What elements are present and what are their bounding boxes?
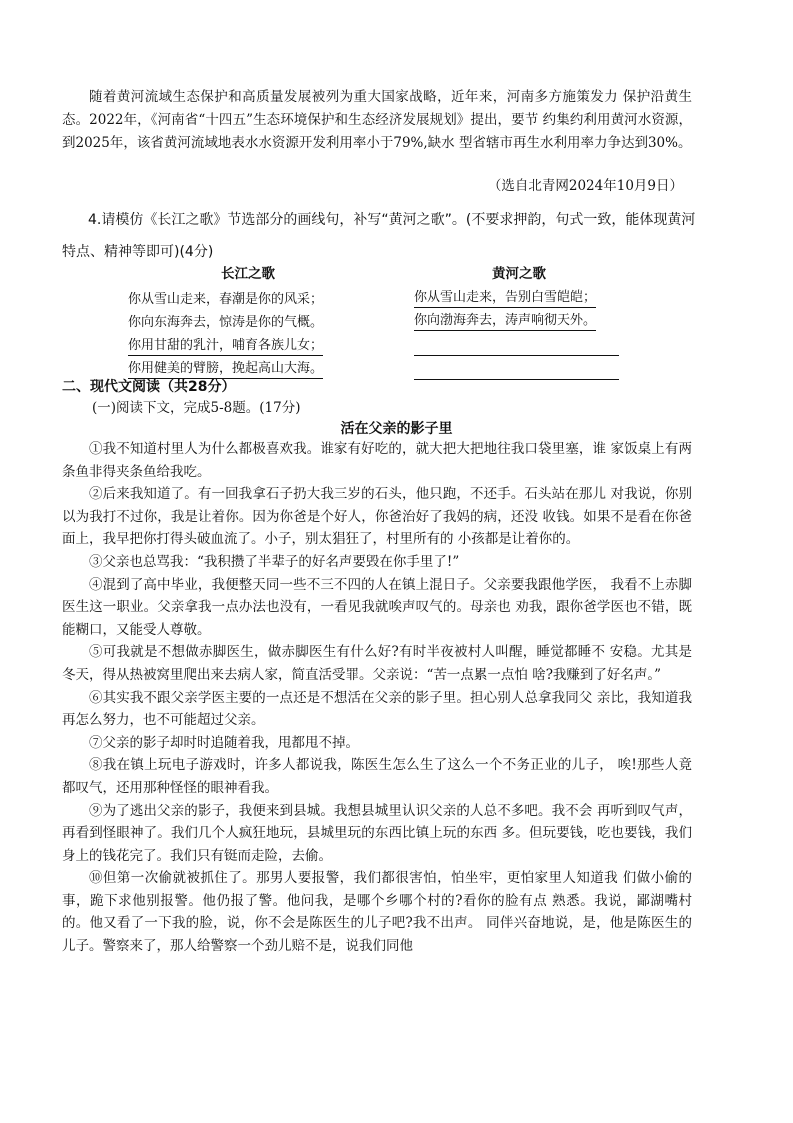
question-4-text: 4.请模仿《长江之歌》节选部分的画线句，补写“黄河之歌”。(不要求押韵，句式一致，能体现黄河特点、精神等即可)(4分) <box>62 212 696 260</box>
poem-left-line <box>128 311 368 334</box>
answer-blank-1[interactable] <box>414 332 619 356</box>
poem-right-line-2: 你向渤海奔去，涛声响彻天外。 <box>414 311 596 331</box>
poem-left-line-3-underlined: 你用甘甜的乳汁，哺育各族儿女； <box>128 336 323 356</box>
story-paragraph: ③父亲也总骂我：“我积攒了半辈子的好名声要毁在你手里了!” <box>89 553 460 570</box>
poem-left-line-4-underlined: 你用健美的臂膀，挽起高山大海。 <box>128 359 323 379</box>
section-heading: 二、现代文阅读（共28分） <box>62 379 236 395</box>
poem-right-line <box>414 286 624 309</box>
story-paragraph: ⑧我在镇上玩电子游戏时，许多人都说我，陈医生怎么生了这么一个不务正业的儿子， 唉!那些人竟都叹气，还用那种怪怪的眼神看我。 <box>62 757 692 796</box>
question-4 <box>62 204 702 268</box>
story-paragraph: ⑨为了逃出父亲的影子，我便来到县城。我想县城里认识父亲的人总不多吧。我不会 再听到叹气声，再看到怪眼神了。我们几个人疯狂地玩，县城里玩的东西比镇上玩的东西 多。但玩要钱，吃也要钱，我们身上的钱花完了。我们只有铤而走险，去偷。 <box>62 802 692 864</box>
story-body <box>62 438 692 958</box>
poem-left-line-1: 你从雪山走来，春潮是你的风采； <box>128 292 324 307</box>
story-paragraph: ①我不知道村里人为什么都极喜欢我。谁家有好吃的，就大把大把地往我口袋里塞，谁 家饭桌上有两条鱼非得夹条鱼给我吃。 <box>62 441 692 480</box>
source-citation: （选自北青网2024年10月9日） <box>487 178 683 194</box>
poem-changjiang <box>128 262 368 380</box>
intro-paragraph: 随着黄河流域生态保护和高质量发展被列为重大国家战略，近年来，河南多方施策发力 保护沿黄生态。2022年，《河南省“十四五”生态环境保护和生态经济发展规划》提出，要节 约集约利用黄河水资源，到2025年，该省黄河流域地表水水资源开发利用率小于79%,缺水 型省辖市再生水利用率力争达到30%。 <box>62 89 692 151</box>
poem-left-line <box>128 334 368 357</box>
story-paragraph: ⑩但第一次偷就被抓住了。那男人要报警，我们都很害怕，怕坐牢，更怕家里人知道我 们做小偷的事，跪下求他别报警。他仍报了警。他问我，是哪个乡哪个村的?看你的脸有点 熟悉。我说，鄙湖嘴村的。他又看了一下我的脸，说，你不会是陈医生的儿子吧?我不出声。 同伴兴奋地说，是，他是陈医生的儿子。警察来了，那人给警察一个劲儿赔不是，说我们同他 <box>62 870 692 955</box>
story-paragraph: ⑥其实我不跟父亲学医主要的一点还是不想活在父亲的影子里。担心别人总拿我同父 亲比，我知道我再怎么努力，也不可能超过父亲。 <box>62 689 692 729</box>
story-paragraph: ⑦父亲的影子却时时追随着我，甩都甩不掉。 <box>89 734 359 751</box>
poem-right-title: 黄河之歌 <box>492 266 546 282</box>
poem-right-line <box>414 309 624 332</box>
poem-left-title: 长江之歌 <box>221 266 275 282</box>
answer-blank-2[interactable] <box>414 356 619 380</box>
poem-right-line-1: 你从雪山走来，告别白雪皑皑； <box>414 288 596 308</box>
story-paragraph: ④混到了高中毕业，我便整天同一些不三不四的人在镇上混日子。父亲要我跟他学医， 我看不上赤脚医生这一职业。父亲拿我一点办法也没有，一看见我就唉声叹气的。母亲也 劝我，跟你爸学医也不错，既能糊口，又能受人尊敬。 <box>62 576 692 638</box>
story-paragraph: ⑤可我就是不想做赤脚医生，做赤脚医生有什么好?有时半夜被村人叫醒，睡觉都睡不 安稳。尤其是冬天，得从热被窝里爬出来去病人家，简直活受罪。父亲说：“苦一点累一点怕 啥?我赚到了好名声。” <box>62 644 692 683</box>
story-title: 活在父亲的影子里 <box>340 421 453 437</box>
subsection-heading: (一)阅读下文，完成5-8题。(17分) <box>92 400 301 416</box>
poem-left-line-2: 你向东海奔去，惊涛是你的气概。 <box>128 315 324 330</box>
story-paragraph: ②后来我知道了。有一回我拿石子扔大我三岁的石头，他只跑，不还手。石头站在那儿 对我说，你别以为我打不过你，我是让着你。因为你爸是个好人，你爸治好了我妈的病，还没 收钱。如果不是看在你爸面上，我早把你打得头破血流了。小子，别太猖狂了，村里所有的 小孩都是让着你的。 <box>62 486 692 548</box>
poem-left-line <box>128 288 368 311</box>
poem-huanghe <box>414 262 624 380</box>
